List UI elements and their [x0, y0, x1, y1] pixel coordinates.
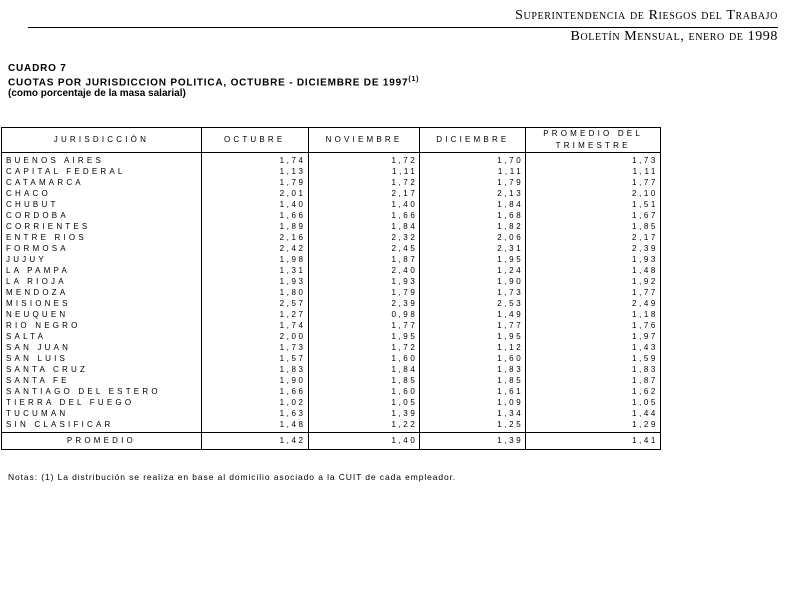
average-label: PROMEDIO: [2, 433, 202, 450]
jurisdiccion-name: NEUQUEN: [2, 309, 202, 320]
value-diciembre: 1,70: [420, 153, 526, 167]
table-row: [2, 320, 661, 331]
table-row: [2, 254, 661, 265]
value-trimestre: 1,87: [526, 375, 661, 386]
jurisdiccion-name: MENDOZA: [2, 287, 202, 298]
value-octubre: 2,01: [201, 188, 308, 199]
jurisdiccion-name: TIERRA DEL FUEGO: [2, 397, 202, 408]
table-title-text: CUOTAS POR JURISDICCION POLITICA, OCTUBRE - DICIEMBRE DE 1997: [8, 77, 409, 89]
table-row: [2, 232, 661, 243]
value-noviembre: 1,05: [308, 397, 420, 408]
value-diciembre: 1,73: [420, 287, 526, 298]
table-row: [2, 331, 661, 342]
value-octubre: 2,57: [201, 298, 308, 309]
jurisdiccion-name: RIO NEGRO: [2, 320, 202, 331]
value-octubre: 1,27: [201, 309, 308, 320]
jurisdiccion-name: TUCUMAN: [2, 408, 202, 419]
value-diciembre: 1,95: [420, 331, 526, 342]
value-trimestre: 1,76: [526, 320, 661, 331]
value-noviembre: 1,93: [308, 276, 420, 287]
header-rule: [28, 27, 778, 28]
value-noviembre: 0,98: [308, 309, 420, 320]
value-trimestre: 1,77: [526, 177, 661, 188]
value-diciembre: 1,49: [420, 309, 526, 320]
value-trimestre: 1,51: [526, 199, 661, 210]
value-diciembre: 2,13: [420, 188, 526, 199]
value-octubre: 1,98: [201, 254, 308, 265]
jurisdiccion-name: SANTA CRUZ: [2, 364, 202, 375]
value-diciembre: 2,06: [420, 232, 526, 243]
table-row: [2, 276, 661, 287]
value-noviembre: 2,39: [308, 298, 420, 309]
table-row: [2, 243, 661, 254]
jurisdiccion-name: ENTRE RIOS: [2, 232, 202, 243]
value-octubre: 2,16: [201, 232, 308, 243]
table-row: [2, 408, 661, 419]
value-diciembre: 1,11: [420, 166, 526, 177]
value-octubre: 1,74: [201, 153, 308, 167]
value-octubre: 1,66: [201, 386, 308, 397]
jurisdiccion-name: SIN CLASIFICAR: [2, 419, 202, 433]
value-diciembre: 2,31: [420, 243, 526, 254]
jurisdiccion-name: LA RIOJA: [2, 276, 202, 287]
value-trimestre: 1,77: [526, 287, 661, 298]
table-row: [2, 210, 661, 221]
value-octubre: 1,40: [201, 199, 308, 210]
jurisdiccion-name: SAN JUAN: [2, 342, 202, 353]
value-trimestre: 1,83: [526, 364, 661, 375]
value-trimestre: 1,18: [526, 309, 661, 320]
cuotas-table: [1, 127, 661, 450]
value-diciembre: 1,85: [420, 375, 526, 386]
header-octubre: OCTUBRE: [201, 128, 308, 153]
average-row: [2, 433, 661, 450]
value-noviembre: 1,60: [308, 353, 420, 364]
value-octubre: 1,13: [201, 166, 308, 177]
jurisdiccion-name: MISIONES: [2, 298, 202, 309]
value-trimestre: 1,62: [526, 386, 661, 397]
value-noviembre: 1,60: [308, 386, 420, 397]
value-noviembre: 2,32: [308, 232, 420, 243]
value-noviembre: 1,79: [308, 287, 420, 298]
table-row: [2, 375, 661, 386]
value-diciembre: 1,24: [420, 265, 526, 276]
jurisdiccion-name: CORDOBA: [2, 210, 202, 221]
value-noviembre: 1,11: [308, 166, 420, 177]
value-diciembre: 1,61: [420, 386, 526, 397]
jurisdiccion-name: CORRIENTES: [2, 221, 202, 232]
table-row: [2, 287, 661, 298]
value-trimestre: 1,93: [526, 254, 661, 265]
table-header-row: [2, 128, 661, 153]
table-row: [2, 166, 661, 177]
jurisdiccion-name: SANTA FE: [2, 375, 202, 386]
bulletin-title: Boletín Mensual, enero de 1998: [570, 29, 778, 44]
value-noviembre: 1,72: [308, 153, 420, 167]
value-trimestre: 1,11: [526, 166, 661, 177]
table-row: [2, 221, 661, 232]
value-octubre: 1,74: [201, 320, 308, 331]
header-jurisdiccion: JURISDICCIÓN: [2, 128, 202, 153]
value-noviembre: 1,84: [308, 221, 420, 232]
value-trimestre: 1,92: [526, 276, 661, 287]
value-trimestre: 1,29: [526, 419, 661, 433]
value-noviembre: 1,39: [308, 408, 420, 419]
value-noviembre: 1,72: [308, 342, 420, 353]
table-row: [2, 265, 661, 276]
jurisdiccion-name: LA PAMPA: [2, 265, 202, 276]
jurisdiccion-name: JUJUY: [2, 254, 202, 265]
value-octubre: 1,93: [201, 276, 308, 287]
jurisdiccion-name: CATAMARCA: [2, 177, 202, 188]
average-octubre: 1,42: [201, 433, 308, 450]
value-noviembre: 1,84: [308, 364, 420, 375]
value-octubre: 1,89: [201, 221, 308, 232]
table-row: [2, 386, 661, 397]
cuadro-number: CUADRO 7: [8, 63, 67, 74]
value-octubre: 1,90: [201, 375, 308, 386]
value-octubre: 1,57: [201, 353, 308, 364]
value-trimestre: 2,39: [526, 243, 661, 254]
value-trimestre: 1,67: [526, 210, 661, 221]
table-row: [2, 342, 661, 353]
value-noviembre: 2,17: [308, 188, 420, 199]
value-octubre: 1,48: [201, 419, 308, 433]
value-noviembre: 1,72: [308, 177, 420, 188]
jurisdiccion-name: SAN LUIS: [2, 353, 202, 364]
value-diciembre: 1,82: [420, 221, 526, 232]
jurisdiccion-name: SANTIAGO DEL ESTERO: [2, 386, 202, 397]
value-noviembre: 1,95: [308, 331, 420, 342]
table-row: [2, 353, 661, 364]
value-octubre: 2,42: [201, 243, 308, 254]
value-diciembre: 1,95: [420, 254, 526, 265]
average-noviembre: 1,40: [308, 433, 420, 450]
value-octubre: 1,83: [201, 364, 308, 375]
value-diciembre: 1,77: [420, 320, 526, 331]
jurisdiccion-name: BUENOS AIRES: [2, 153, 202, 167]
jurisdiccion-name: CHACO: [2, 188, 202, 199]
value-trimestre: 1,44: [526, 408, 661, 419]
value-diciembre: 1,68: [420, 210, 526, 221]
value-diciembre: 1,25: [420, 419, 526, 433]
value-diciembre: 1,12: [420, 342, 526, 353]
table-body: [2, 153, 661, 433]
organization-name: Superintendencia de Riesgos del Trabajo: [515, 8, 778, 23]
value-trimestre: 1,97: [526, 331, 661, 342]
value-noviembre: 1,66: [308, 210, 420, 221]
header-diciembre: DICIEMBRE: [420, 128, 526, 153]
table-row: [2, 199, 661, 210]
footnote: Notas: (1) La distribución se realiza en base al domicilio asociado a la CUIT de cada empleador.: [8, 472, 457, 482]
jurisdiccion-name: SALTA: [2, 331, 202, 342]
table-row: [2, 364, 661, 375]
value-trimestre: 1,43: [526, 342, 661, 353]
value-octubre: 2,00: [201, 331, 308, 342]
value-noviembre: 1,22: [308, 419, 420, 433]
table-subtitle: (como porcentaje de la masa salarial): [8, 88, 186, 100]
jurisdiccion-name: FORMOSA: [2, 243, 202, 254]
value-noviembre: 1,85: [308, 375, 420, 386]
value-octubre: 1,79: [201, 177, 308, 188]
value-diciembre: 1,83: [420, 364, 526, 375]
value-diciembre: 1,60: [420, 353, 526, 364]
value-trimestre: 2,49: [526, 298, 661, 309]
table-row: [2, 309, 661, 320]
value-noviembre: 1,87: [308, 254, 420, 265]
value-octubre: 1,63: [201, 408, 308, 419]
jurisdiccion-name: CHUBUT: [2, 199, 202, 210]
value-noviembre: 1,77: [308, 320, 420, 331]
value-diciembre: 1,84: [420, 199, 526, 210]
footnote-ref: (1): [408, 76, 420, 83]
value-diciembre: 1,90: [420, 276, 526, 287]
value-noviembre: 2,45: [308, 243, 420, 254]
value-octubre: 1,73: [201, 342, 308, 353]
value-octubre: 1,80: [201, 287, 308, 298]
table-row: [2, 298, 661, 309]
table-title-block: [8, 63, 419, 99]
value-trimestre: 1,05: [526, 397, 661, 408]
value-diciembre: 1,79: [420, 177, 526, 188]
average-trimestre: 1,41: [526, 433, 661, 450]
value-trimestre: 1,73: [526, 153, 661, 167]
value-noviembre: 2,40: [308, 265, 420, 276]
table-row: [2, 188, 661, 199]
table-row: [2, 153, 661, 167]
table-title: [8, 74, 419, 88]
table-row: [2, 419, 661, 433]
value-diciembre: 1,09: [420, 397, 526, 408]
header-noviembre: NOVIEMBRE: [308, 128, 420, 153]
jurisdiccion-name: CAPITAL FEDERAL: [2, 166, 202, 177]
value-octubre: 1,02: [201, 397, 308, 408]
value-diciembre: 2,53: [420, 298, 526, 309]
value-trimestre: 1,48: [526, 265, 661, 276]
value-trimestre: 2,17: [526, 232, 661, 243]
table-row: [2, 397, 661, 408]
value-octubre: 1,66: [201, 210, 308, 221]
table-row: [2, 177, 661, 188]
value-trimestre: 2,10: [526, 188, 661, 199]
header-promedio-trimestre: PROMEDIO DEL TRIMESTRE: [526, 128, 661, 153]
value-diciembre: 1,34: [420, 408, 526, 419]
value-noviembre: 1,40: [308, 199, 420, 210]
average-diciembre: 1,39: [420, 433, 526, 450]
value-trimestre: 1,59: [526, 353, 661, 364]
value-trimestre: 1,85: [526, 221, 661, 232]
value-octubre: 1,31: [201, 265, 308, 276]
